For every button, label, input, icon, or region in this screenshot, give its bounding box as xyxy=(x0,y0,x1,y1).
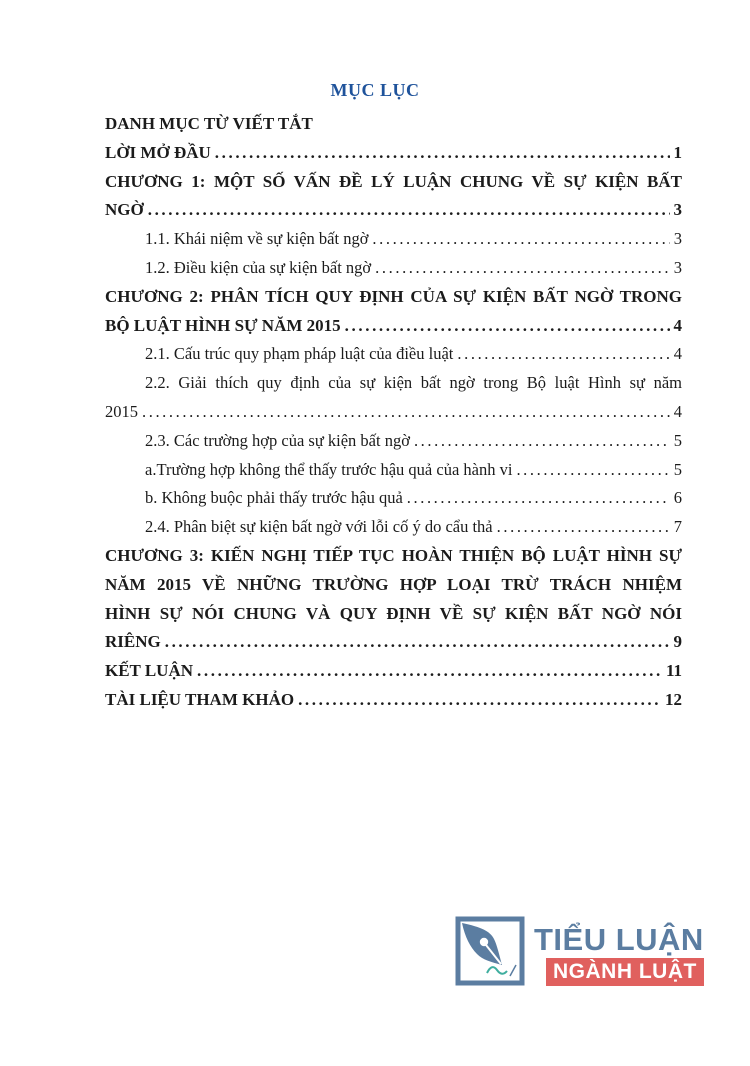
toc-entry-text: TÀI LIỆU THAM KHẢO xyxy=(105,689,295,709)
toc-entry[interactable] xyxy=(105,312,682,341)
toc-page-number: 4 xyxy=(673,344,682,364)
toc-entry-text: 2015 xyxy=(105,401,138,421)
toc-page-number: 5 xyxy=(673,459,682,479)
toc-entry-text: KẾT LUẬN xyxy=(105,661,194,681)
fountain-pen-icon xyxy=(455,916,525,986)
toc-entry-text: 2.2. Giải thích quy định của sự kiện bất ngờ trong Bộ luật Hình sự năm xyxy=(145,373,682,393)
dot-leader xyxy=(414,427,670,456)
toc-entry-text: a.Trường hợp không thể thấy trước hậu quả của hành vi xyxy=(145,459,513,479)
toc-entry[interactable] xyxy=(105,398,682,427)
toc-entry[interactable] xyxy=(105,542,682,571)
toc-entry-text: 1.1. Khái niệm về sự kiện bất ngờ xyxy=(145,229,369,249)
brand-logo xyxy=(455,916,704,986)
toc-page-number: 12 xyxy=(665,689,682,709)
toc-entry[interactable] xyxy=(105,196,682,225)
toc-entry-text: RIÊNG xyxy=(105,632,161,652)
toc-page-number: 5 xyxy=(673,430,682,450)
dot-leader xyxy=(457,340,669,369)
toc-entry-text: LỜI MỞ ĐẦU xyxy=(105,142,211,162)
dot-leader xyxy=(372,225,669,254)
toc-page-number: 7 xyxy=(673,517,682,537)
toc-entry-text: DANH MỤC TỪ VIẾT TẮT xyxy=(105,114,313,133)
toc-entry-text: BỘ LUẬT HÌNH SỰ NĂM 2015 xyxy=(105,315,341,335)
toc-entry[interactable] xyxy=(105,427,682,456)
toc-entry[interactable] xyxy=(105,254,682,283)
dot-leader xyxy=(497,513,670,542)
toc-page-number: 4 xyxy=(673,315,682,335)
toc-entry-text: b. Không buộc phải thấy trước hậu quả xyxy=(145,488,403,508)
toc-entry-text: 2.3. Các trường hợp của sự kiện bất ngờ xyxy=(145,430,410,450)
toc-entry-text: 1.2. Điều kiện của sự kiện bất ngờ xyxy=(145,257,372,277)
toc-page-number: 11 xyxy=(665,661,682,681)
toc-page-number: 3 xyxy=(673,229,682,249)
logo-text-block xyxy=(534,916,704,986)
logo-title: TIỂU LUẬN xyxy=(534,922,704,957)
toc-entry[interactable] xyxy=(105,456,682,485)
dot-leader xyxy=(298,686,661,715)
toc-entry[interactable] xyxy=(105,225,682,254)
toc-entry[interactable] xyxy=(105,168,682,197)
toc-entry[interactable] xyxy=(105,571,682,600)
toc-entry[interactable] xyxy=(105,369,682,398)
toc-entry[interactable] xyxy=(105,139,682,168)
toc-entry[interactable] xyxy=(105,600,682,629)
dot-leader xyxy=(516,456,669,485)
toc-entry-text: CHƯƠNG 1: MỘT SỐ VẤN ĐỀ LÝ LUẬN CHUNG VỀ SỰ KIỆN BẤT xyxy=(105,171,682,191)
toc-entry[interactable] xyxy=(105,657,682,686)
toc-entry-text: 2.1. Cấu trúc quy phạm pháp luật của điều luật xyxy=(145,344,454,364)
dot-leader xyxy=(142,398,670,427)
toc-entry-text: 2.4. Phân biệt sự kiện bất ngờ với lỗi cố ý do cẩu thả xyxy=(145,517,493,537)
toc-entry[interactable] xyxy=(105,484,682,513)
toc-page-number: 1 xyxy=(673,142,682,162)
toc-page-number: 9 xyxy=(673,632,682,652)
toc-entry-text: NĂM 2015 VỀ NHỮNG TRƯỜNG HỢP LOẠI TRỪ TRÁCH NHIỆM xyxy=(105,574,682,594)
dot-leader xyxy=(345,312,670,341)
toc-entry-text: CHƯƠNG 2: PHÂN TÍCH QUY ĐỊNH CỦA SỰ KIỆN BẤT NGỜ TRONG xyxy=(105,286,682,306)
toc-page-number: 3 xyxy=(673,257,682,277)
toc-entry-text: CHƯƠNG 3: KIẾN NGHỊ TIẾP TỤC HOÀN THIỆN BỘ LUẬT HÌNH SỰ xyxy=(105,545,682,565)
toc-page-number: 3 xyxy=(673,200,682,220)
table-of-contents xyxy=(105,110,682,715)
dot-leader xyxy=(215,139,670,168)
dot-leader xyxy=(148,196,670,225)
toc-entry-text: NGỜ xyxy=(105,200,144,220)
toc-entry[interactable] xyxy=(105,283,682,312)
toc-entry[interactable] xyxy=(105,628,682,657)
dot-leader xyxy=(165,628,670,657)
dot-leader xyxy=(197,657,662,686)
toc-entry-text: HÌNH SỰ NÓI CHUNG VÀ QUY ĐỊNH VỀ SỰ KIỆN BẤT NGỜ NÓI xyxy=(105,603,682,623)
toc-entry[interactable] xyxy=(105,686,682,715)
toc-page-number: 6 xyxy=(673,488,682,508)
toc-page-number: 4 xyxy=(673,401,682,421)
logo-subtitle: NGÀNH LUẬT xyxy=(546,958,704,986)
dot-leader xyxy=(375,254,670,283)
toc-entry[interactable] xyxy=(105,340,682,369)
toc-entry[interactable] xyxy=(105,110,682,139)
toc-entry[interactable] xyxy=(105,513,682,542)
page-title: MỤC LỤC xyxy=(330,80,420,100)
dot-leader xyxy=(407,484,670,513)
